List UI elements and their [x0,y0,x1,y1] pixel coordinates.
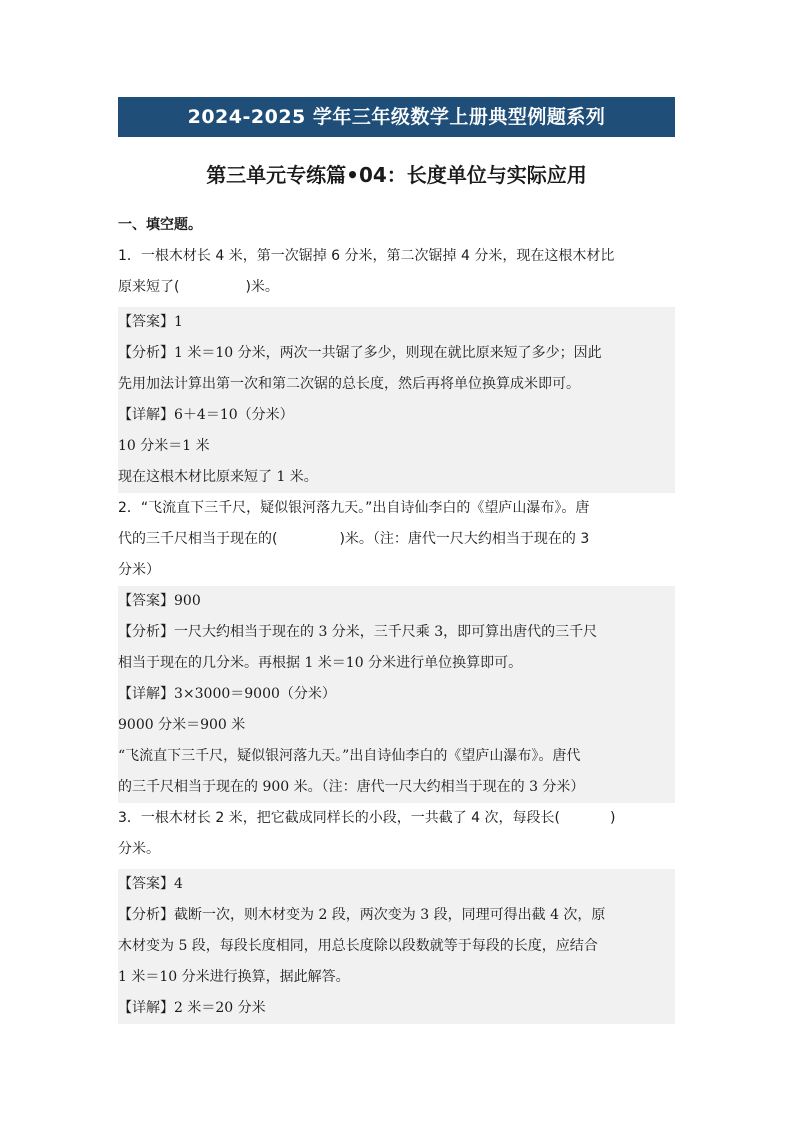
answer-value: 4 [174,876,183,892]
detail-line: 的三千尺相当于现在的 900 米。（注：唐代一尺大约相当于现在的 3 分米） [118,779,585,795]
question-text: 代的三千尺相当于现在的( )米。（注：唐代一尺大约相当于现在的 3 [118,531,590,547]
question-text: 3．一根木材长 2 米，把它截成同样长的小段，一共截了 4 次，每段长( ) [118,810,616,826]
detail-line: 10 分米＝1 米 [118,438,210,454]
detail-tag: 【详解】 [118,686,174,702]
question-2 [118,493,675,803]
detail-line: 【详解】3×3000＝9000（分米） [118,686,336,702]
solution-block [118,869,675,1024]
analysis-line: 相当于现在的几分米。再根据 1 米＝10 分米进行单位换算即可。 [118,655,523,671]
question-text: 分米。 [118,841,160,857]
question-3 [118,803,675,1024]
solution-block [118,307,675,493]
answer-line [118,869,675,900]
question-text: 2．“飞流直下三千尺，疑似银河落九天。”出自诗仙李白的《望庐山瀑布》。唐 [118,500,590,516]
document-subtitle: 第三单元专练篇•04：长度单位与实际应用 [206,163,587,187]
worksheet-content [118,210,675,1024]
detail-line: 【详解】2 米＝20 分米 [118,1000,266,1016]
answer-tag: 【答案】 [118,876,174,892]
analysis-line: 1 米＝10 分米进行换算，据此解答。 [118,969,350,985]
answer-value: 900 [174,593,201,609]
question-text: 原来短了( )米。 [118,279,279,295]
detail-line: 9000 分米＝900 米 [118,717,246,733]
solution-block [118,586,675,803]
analysis-line: 【分析】截断一次，则木材变为 2 段，两次变为 3 段，同理可得出截 4 次，原 [118,907,606,923]
answer-value: 1 [174,314,183,330]
detail-line: 现在这根木材比原来短了 1 米。 [118,469,318,485]
document-banner: 2024-2025 学年三年级数学上册典型例题系列 [118,97,675,137]
detail-tag: 【详解】 [118,1000,174,1016]
detail-line: “飞流直下三千尺，疑似银河落九天。”出自诗仙李白的《望庐山瀑布》。唐代 [118,748,581,764]
analysis-tag: 【分析】 [118,345,174,361]
question-text: 1．一根木材长 4 米，第一次锯掉 6 分米，第二次锯掉 4 分米，现在这根木材比 [118,248,615,264]
analysis-line: 木材变为 5 段，每段长度相同，用总长度除以段数就等于每段的长度，应结合 [118,938,598,954]
analysis-line: 【分析】一尺大约相当于现在的 3 分米，三千尺乘 3，即可算出唐代的三千尺 [118,624,598,640]
section-title: 一、填空题。 [118,217,202,233]
question-text: 分米） [118,562,160,578]
analysis-line: 【分析】1 米＝10 分米，两次一共锯了多少，则现在就比原来短了多少；因此 [118,345,602,361]
answer-tag: 【答案】 [118,593,174,609]
question-1 [118,241,675,493]
detail-line: 【详解】6＋4＝10（分米） [118,407,294,423]
analysis-tag: 【分析】 [118,907,174,923]
detail-tag: 【详解】 [118,407,174,423]
analysis-tag: 【分析】 [118,624,174,640]
answer-tag: 【答案】 [118,314,174,330]
answer-line [118,307,675,338]
answer-line [118,586,675,617]
analysis-line: 先用加法计算出第一次和第二次锯的总长度，然后再将单位换算成米即可。 [118,376,580,392]
